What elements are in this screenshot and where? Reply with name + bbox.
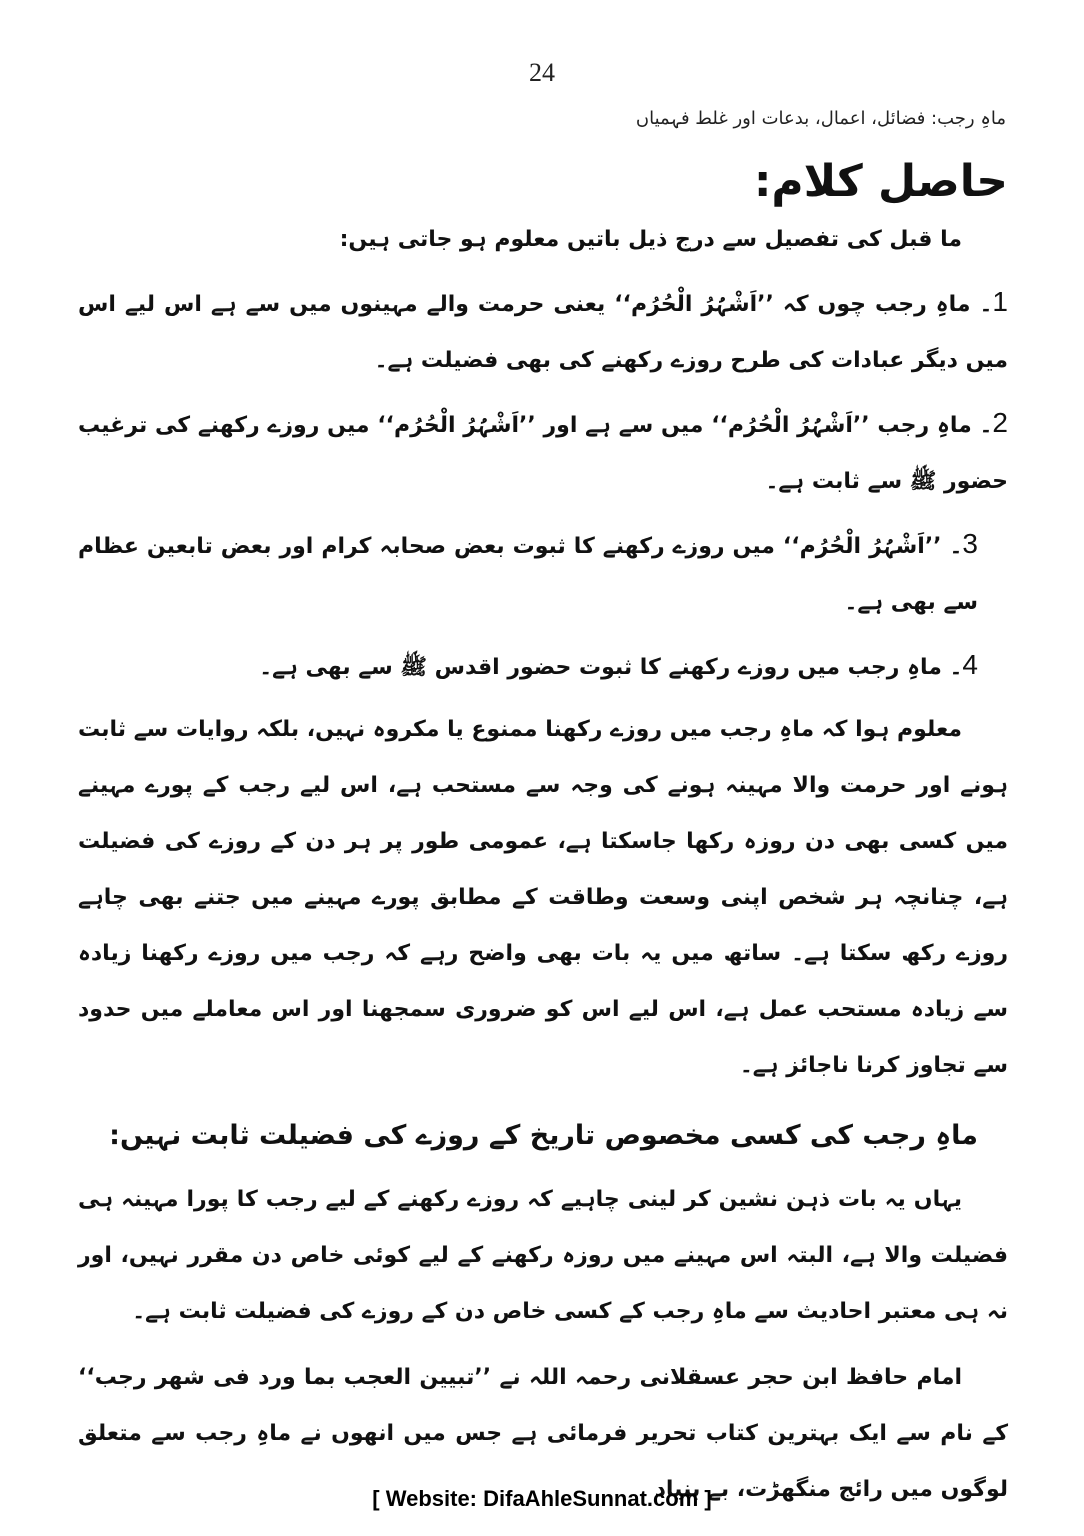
- page-number: 24: [529, 58, 555, 87]
- list-item-text: ۔ ماہِ رجب ’’اَشْہُرُ الْحُرُم‘‘ میں سے ہے اور ’’اَشْہُرُ الْحُرُم‘‘ میں روزے رکھنے کی ترغیب حضور ﷺ سے ثابت ہے۔: [78, 413, 1008, 494]
- list-number: 4: [962, 649, 978, 680]
- running-head: ماہِ رجب: فضائل، اعمال، بدعات اور غلط فہمیاں: [635, 108, 1006, 129]
- list-number: 1: [992, 286, 1008, 317]
- website-footer: [ Website: DifaAhleSunnat.com ]: [372, 1486, 712, 1511]
- list-item-2: [78, 395, 1008, 510]
- section-heading-specific-date: ماہِ رجب کی کسی مخصوص تاریخ کے روزے کی فضیلت ثابت نہیں:: [109, 1120, 978, 1151]
- list-item-1: [78, 274, 1008, 389]
- page-body: [78, 150, 1008, 1528]
- list-item-text: ۔ ماہِ رجب میں روزے رکھنے کا ثبوت حضور اقدس ﷺ سے بھی ہے۔: [259, 655, 963, 680]
- list-number: 2: [992, 407, 1008, 438]
- list-item-text: ۔ ’’اَشْہُرُ الْحُرُم‘‘ میں روزے رکھنے کا ثبوت بعض صحابہ کرام اور بعض تابعین عظام سے بھی ہے۔: [78, 534, 978, 615]
- list-number: 3: [962, 528, 978, 559]
- paragraph-ibn-hajar: امام حافظ ابن حجر عسقلانی رحمہ اللہ نے ’’تبیین العجب بما ورد فی شھر رجب‘‘ کے نام سے ایک بہترین کتاب تحریر فرمائی ہے جس میں انھوں نے ماہِ رجب سے متعلق لوگوں میں رائج منگھڑت، بے بنیاد: [78, 1365, 1008, 1502]
- intro-line: ما قبل کی تفصیل سے درج ذیل باتیں معلوم ہو جاتی ہیں:: [339, 227, 962, 252]
- paragraph-specific-date: یہاں یہ بات ذہن نشین کر لینی چاہیے کہ روزے رکھنے کے لیے رجب کا پورا مہینہ ہی فضیلت والا ہے، البتہ اس مہینے میں روزہ رکھنے کے لیے کوئی خاص دن مقرر نہیں، اور نہ ہی معتبر احادیث سے ماہِ رجب کے کسی خاص دن کے روزے کی فضیلت ثابت ہے۔: [78, 1187, 1008, 1324]
- summary-paragraph: معلوم ہوا کہ ماہِ رجب میں روزے رکھنا ممنوع یا مکروہ نہیں، بلکہ روایات سے ثابت ہونے اور حرمت والا مہینہ ہونے کی وجہ سے مستحب ہے، اس لیے رجب کے پورے مہینے میں کسی بھی دن روزہ رکھا جاسکتا ہے، عمومی طور پر ہر دن کے روزے کی فضیلت ہے، چنانچہ ہر شخص اپنی وسعت وطاقت کے مطابق پورے مہینے میں جتنے بھی چاہے روزے رکھ سکتا ہے۔ ساتھ میں یہ بات بھی واضح رہے کہ رجب میں روزے رکھنا زیادہ سے زیادہ مستحب عمل ہے، اس لیے اس کو ضروری سمجھنا اور اس معاملے میں حدود سے تجاوز کرنا ناجائز ہے۔: [78, 717, 1008, 1078]
- list-item-4: [78, 637, 978, 696]
- list-item-text: ۔ ماہِ رجب چوں کہ ’’اَشْہُرُ الْحُرُم‘‘ یعنی حرمت والے مہینوں میں سے ہے اس لیے اس میں دیگر عبادات کی طرح روزے رکھنے کی بھی فضیلت ہے۔: [78, 292, 1008, 373]
- section-heading-summary: حاصل کلام:: [753, 156, 1008, 207]
- list-item-3: [78, 516, 978, 631]
